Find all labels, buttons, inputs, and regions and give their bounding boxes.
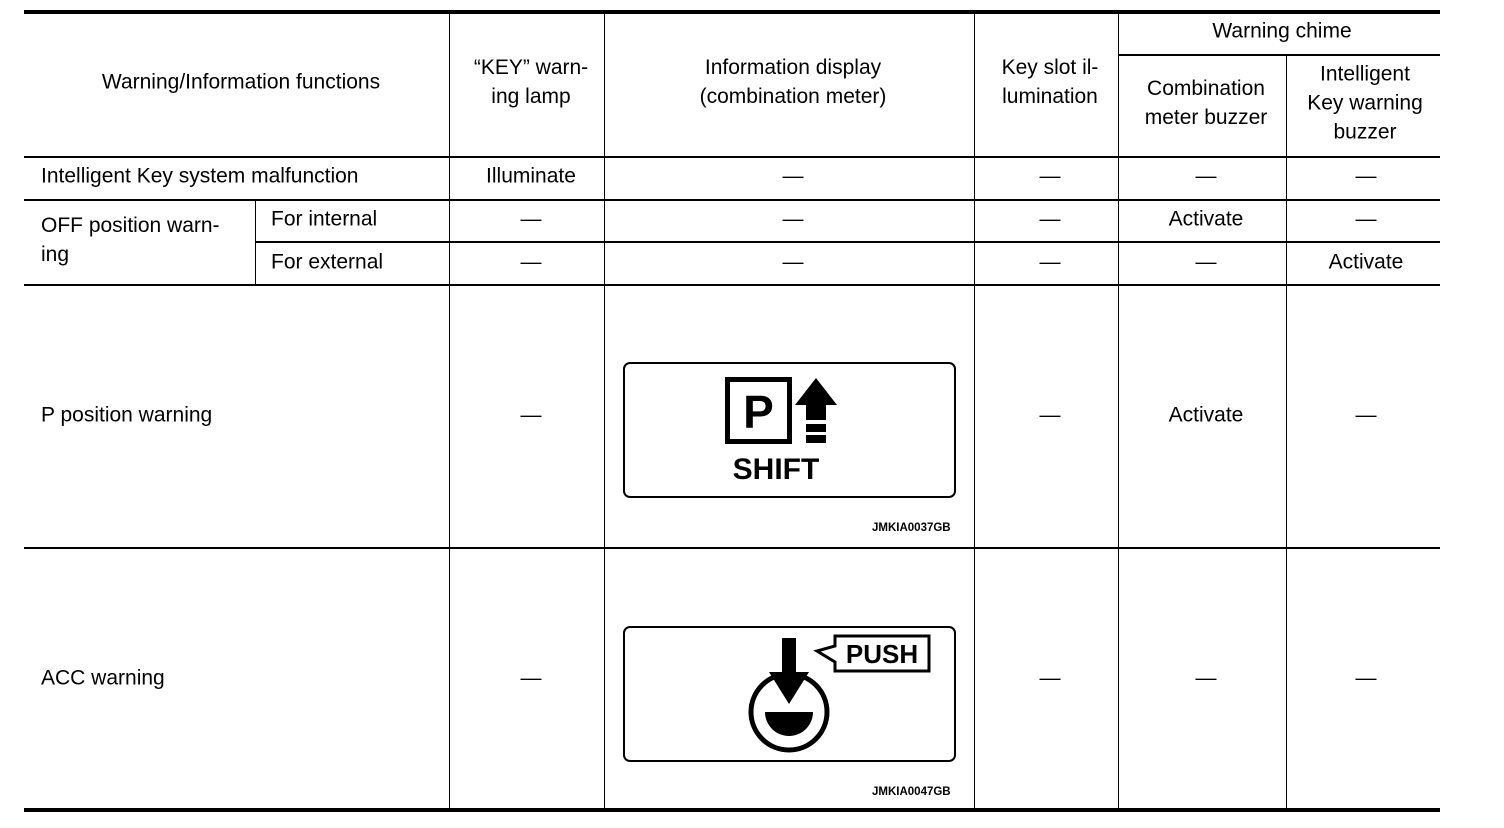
row-acc-key-slot: — bbox=[1039, 666, 1061, 690]
row-off-external-key-lamp: — bbox=[520, 250, 542, 274]
row-off-internal-label: For internal bbox=[271, 207, 378, 231]
push-down-arrow-icon bbox=[769, 672, 809, 704]
shift-display-graphic bbox=[623, 362, 956, 498]
row-off-external-key-slot: — bbox=[1039, 250, 1061, 274]
header-warning-chime: Warning chime bbox=[1212, 19, 1352, 43]
row-acc-label: ACC warning bbox=[41, 666, 165, 690]
row-p-position-combination-buzzer: Activate bbox=[1168, 403, 1244, 427]
header-bottom-rule bbox=[24, 156, 1440, 158]
row-p-position-key-slot: — bbox=[1039, 403, 1061, 427]
row-acc-combination-buzzer: — bbox=[1195, 666, 1217, 690]
push-button-cap-icon bbox=[765, 712, 813, 736]
row-acc-ikey-buzzer: — bbox=[1355, 666, 1377, 690]
row1-bottom-rule bbox=[24, 199, 1440, 201]
figure-code-push: JMKIA0047GB bbox=[872, 786, 951, 798]
row-off-external-label: For external bbox=[271, 250, 384, 274]
header-key-slot: Key slot il- lumination bbox=[1001, 56, 1099, 108]
row-off-internal-combination-buzzer: Activate bbox=[1168, 207, 1244, 231]
row-p-position-label: P position warning bbox=[41, 403, 213, 427]
row-ikey-malfunction-label: Intelligent Key system malfunction bbox=[41, 164, 359, 188]
col-divider-2 bbox=[604, 14, 605, 810]
col-divider-1 bbox=[449, 14, 450, 810]
header-combination-buzzer: Combination meter buzzer bbox=[1144, 77, 1268, 129]
push-arrow-shaft-icon bbox=[782, 638, 796, 672]
col-divider-4 bbox=[1118, 14, 1119, 810]
figure-code-shift: JMKIA0037GB bbox=[872, 522, 951, 534]
shift-bar-icon bbox=[806, 424, 826, 432]
push-display-panel bbox=[623, 626, 956, 762]
row-ikey-malfunction-key-slot: — bbox=[1039, 164, 1061, 188]
row-ikey-malfunction-key-lamp: Illuminate bbox=[486, 164, 576, 188]
table-bottom-rule bbox=[24, 808, 1440, 812]
row-p-position-key-lamp: — bbox=[520, 403, 542, 427]
row3-bottom-rule bbox=[24, 547, 1440, 549]
row-acc-key-lamp: — bbox=[520, 666, 542, 690]
row-off-internal-ikey-buzzer: — bbox=[1355, 207, 1377, 231]
push-label: PUSH bbox=[845, 638, 918, 669]
shift-label: SHIFT bbox=[732, 452, 819, 486]
row-off-position-label: OFF position warn- ing bbox=[41, 214, 220, 266]
shift-display-panel bbox=[623, 362, 956, 498]
row-off-internal-key-slot: — bbox=[1039, 207, 1061, 231]
row-ikey-malfunction-info-display: — bbox=[782, 164, 804, 188]
row-ikey-malfunction-ikey-buzzer: — bbox=[1355, 164, 1377, 188]
row-ikey-malfunction-combination-buzzer: — bbox=[1195, 164, 1217, 188]
row-off-external-combination-buzzer: — bbox=[1195, 250, 1217, 274]
table-top-rule bbox=[24, 10, 1440, 14]
push-display-graphic bbox=[623, 626, 956, 762]
shift-bar-icon bbox=[806, 435, 826, 443]
chime-sub-rule bbox=[1118, 54, 1440, 56]
col-divider-5 bbox=[1286, 55, 1287, 810]
row2a-bottom-rule bbox=[255, 241, 1440, 243]
header-functions: Warning/Information functions bbox=[101, 70, 381, 94]
row-off-internal-info-display: — bbox=[782, 207, 804, 231]
row2-bottom-rule bbox=[24, 284, 1440, 286]
sub-label-divider bbox=[255, 200, 256, 285]
row-off-external-ikey-buzzer: Activate bbox=[1328, 250, 1404, 274]
header-ikey-buzzer: Intelligent Key warning buzzer bbox=[1307, 62, 1423, 144]
shift-up-arrow-icon bbox=[795, 378, 837, 420]
header-info-display: Information display (combination meter) bbox=[699, 56, 887, 108]
row-off-external-info-display: — bbox=[782, 250, 804, 274]
row-p-position-ikey-buzzer: — bbox=[1355, 403, 1377, 427]
col-divider-3 bbox=[974, 14, 975, 810]
row-off-internal-key-lamp: — bbox=[520, 207, 542, 231]
header-key-lamp: “KEY” warn- ing lamp bbox=[473, 56, 589, 108]
p-glyph: P bbox=[742, 385, 774, 438]
